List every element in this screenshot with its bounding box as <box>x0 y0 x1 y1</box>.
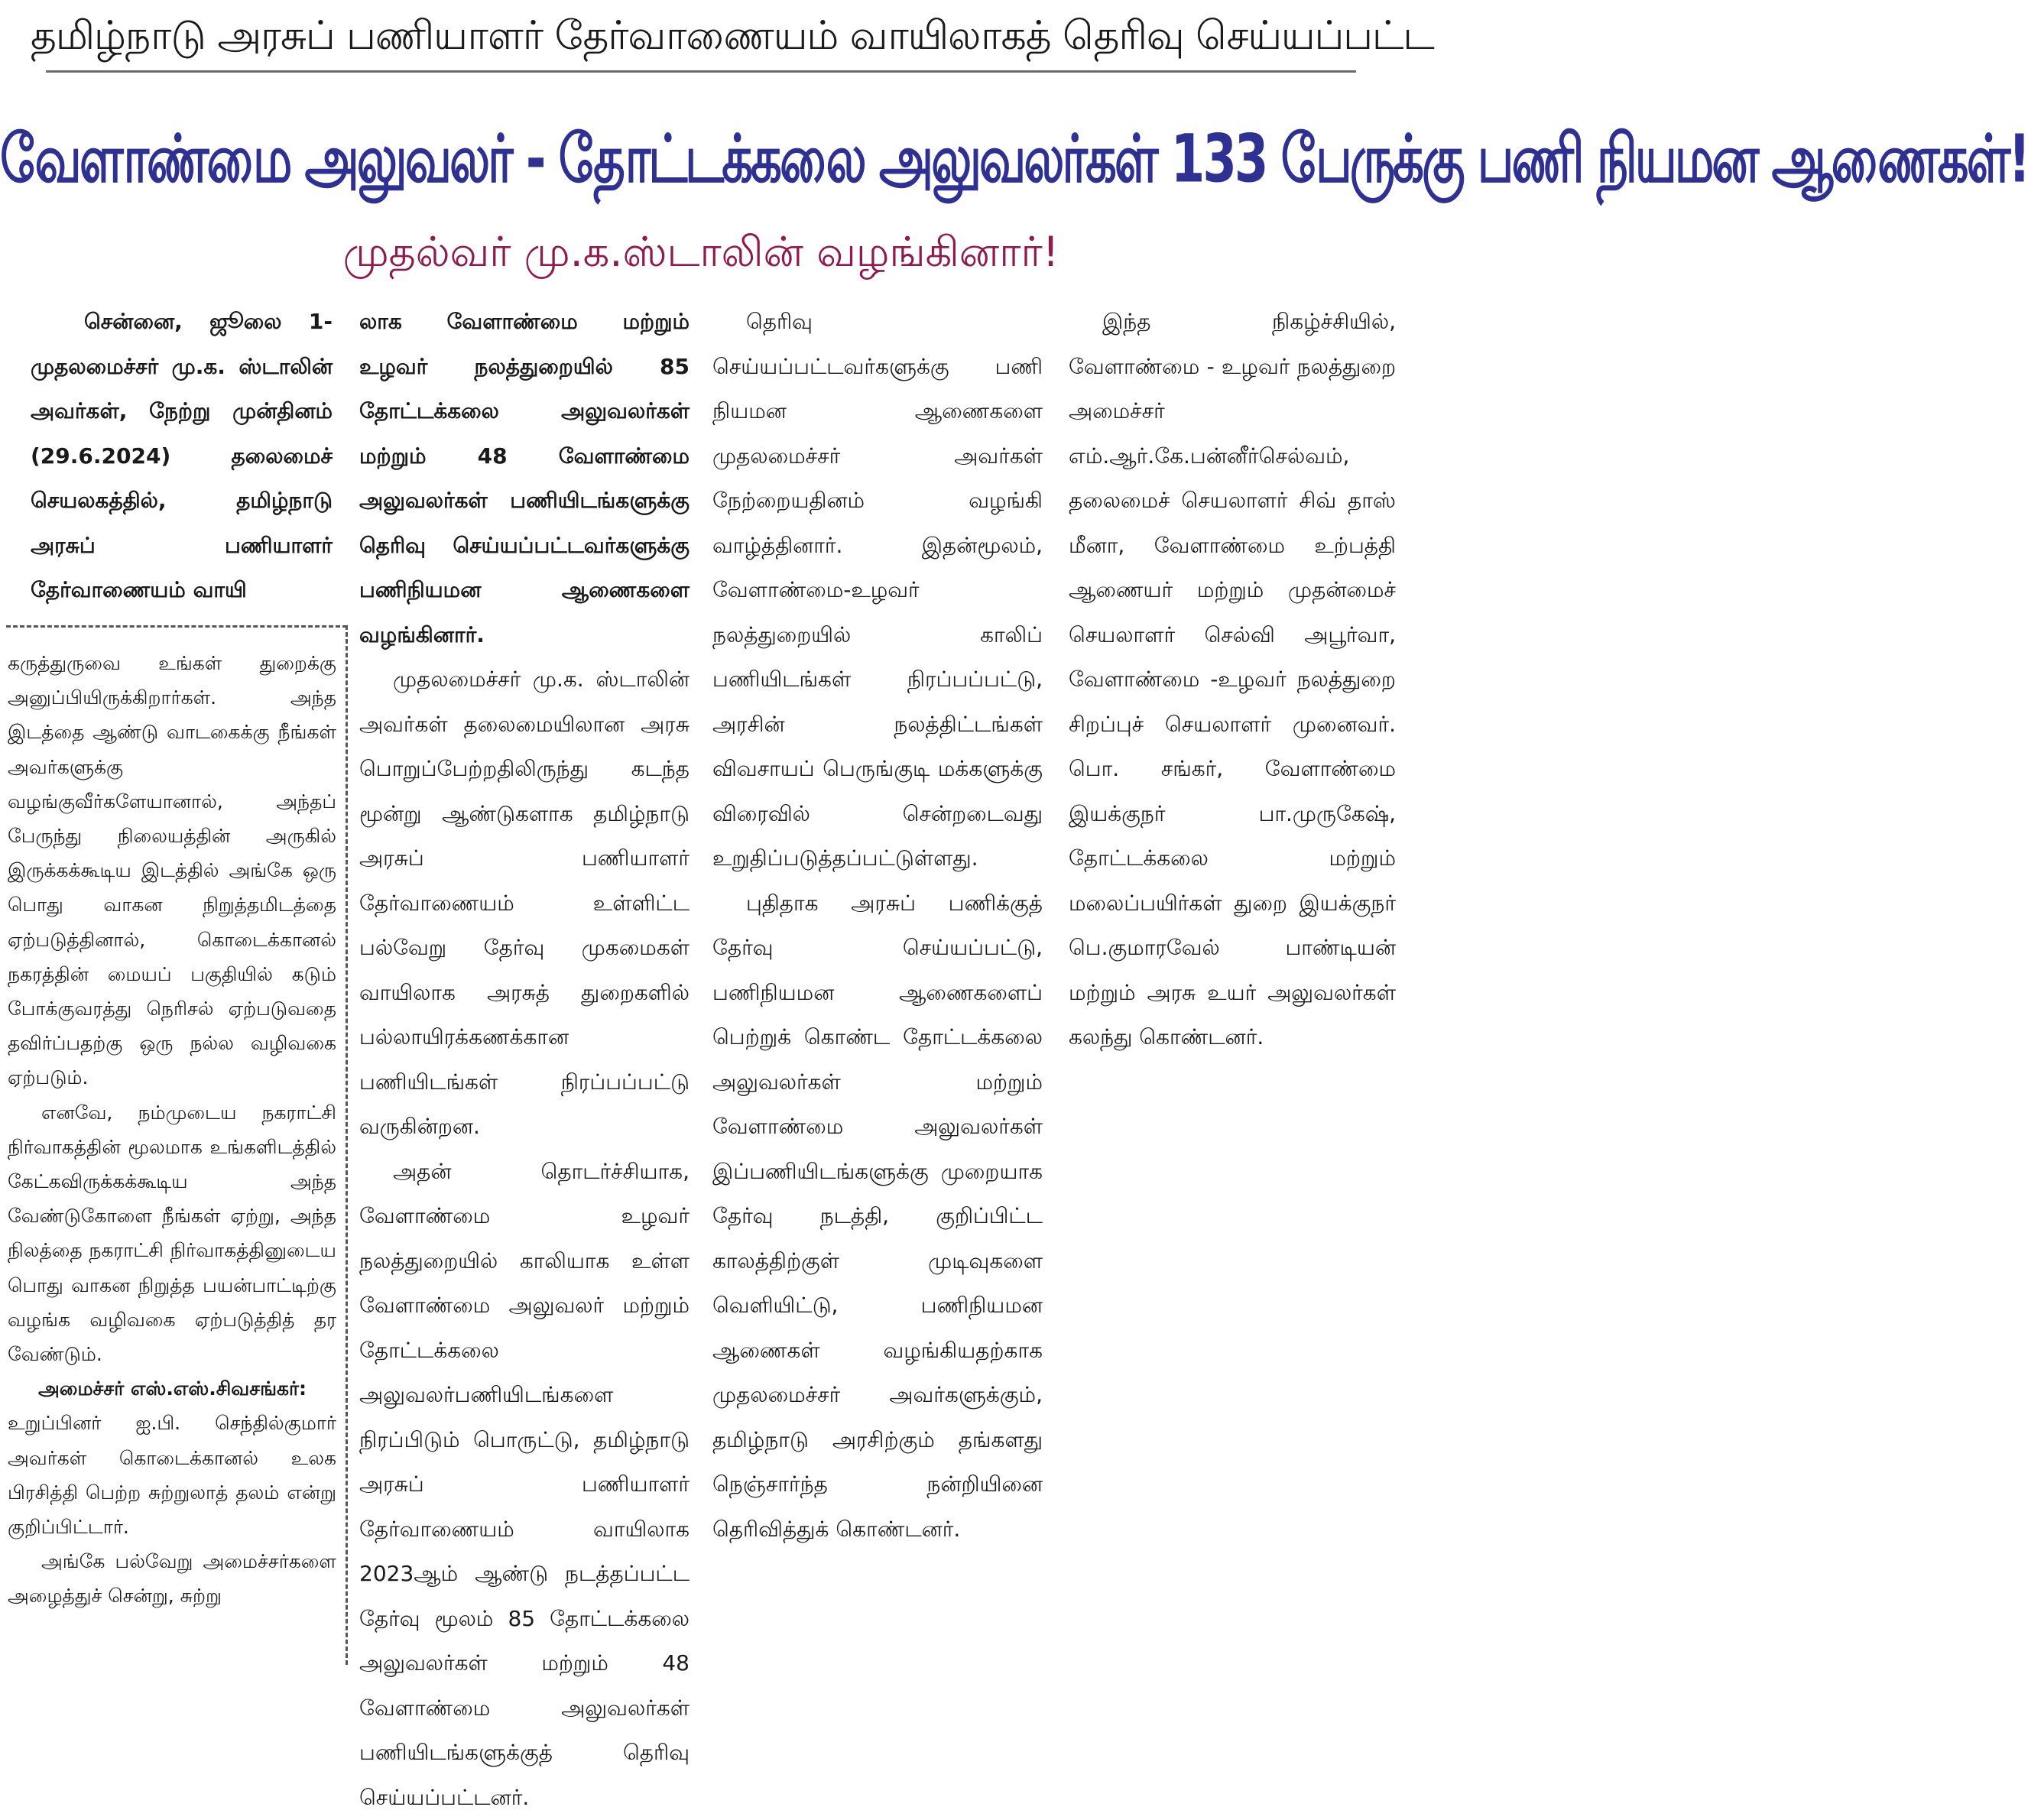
side-story-paragraph: உறுப்பினர் ஐ.பி. செந்தில்குமார் அவர்கள் கொடைக்கானல் உலக பிரசித்தி பெற்ற சுற்றுலாத் தலம் என்று குறிப்பிட்டார். <box>8 1406 336 1544</box>
body-paragraph: இந்த நிகழ்ச்சியில், வேளாண்மை - உழவர் நலத்துறை அமைச்சர் எம்.ஆர்.கே.பன்னீர்செல்வம், தலைமைச் செயலாளர் சிவ் தாஸ் மீனா, வேளாண்மை உற்பத்தி ஆணையர் மற்றும் முதன்மைச் செயலாளர் செல்வி அபூர்வா, வேளாண்மை -உழவர் நலத்துறை சிறப்புச் செயலாளர் முனைவர். பொ. சங்கர், வேளாண்மை இயக்குநர் பா.முருகேஷ், தோட்டக்கலை மற்றும் மலைப்பயிர்கள் துறை இயக்குநர் பெ.குமாரவேல் பாண்டியன் மற்றும் அரசு உயர் அலுவலர்கள் கலந்து கொண்டனர். <box>1069 300 1396 1060</box>
side-story-paragraph: அங்கே பல்வேறு அமைச்சர்களை அழைத்துச் சென்று, சுற்று <box>8 1544 336 1613</box>
body-paragraph: முதலமைச்சர் மு.க. ஸ்டாலின் அவர்கள் தலைமையிலான அரசு பொறுப்பேற்றதிலிருந்து கடந்த மூன்று ஆண்டுகளாக தமிழ்நாடு அரசுப் பணியாளர் தேர்வாணையம் உள்ளிட்ட பல்வேறு தேர்வு முகமைகள் வாயிலாக அரசுத் துறைகளில் பல்லாயிரக்கணக்கான பணியிடங்கள் நிரப்பப்பட்டு வருகின்றன. <box>359 657 690 1150</box>
body-column <box>1069 300 1396 1665</box>
side-story <box>8 646 336 1663</box>
body-paragraph: தெரிவு செய்யப்பட்டவர்களுக்கு பணி நியமன ஆணைகளை முதலமைச்சர் அவர்கள் நேற்றையதினம் வழங்கி வாழ்த்தினார். இதன்மூலம், வேளாண்மை-உழவர் நலத்துறையில் காலிப் பணியிடங்கள் நிரப்பப்பட்டு, அரசின் நலத்திட்டங்கள் விவசாயப் பெருங்குடி மக்களுக்கு விரைவில் சென்றடைவது உறுதிப்படுத்தப்பட்டுள்ளது. <box>712 300 1043 881</box>
body-column <box>359 300 690 1665</box>
kicker: தமிழ்நாடு அரசுப் பணியாளர் தேர்வாணையம் வாயிலாகத் தெரிவு செய்யப்பட்ட <box>31 11 1371 61</box>
lead-paragraph <box>31 300 333 621</box>
body-paragraph: அதன் தொடர்ச்சியாக, வேளாண்மை உழவர் நலத்துறையில் காலியாக உள்ள வேளாண்மை அலுவலர் மற்றும் தோட்டக்கலை அலுவலர்பணியிடங்களை நிரப்பிடும் பொருட்டு, தமிழ்நாடு அரசுப் பணியாளர் தேர்வாணையம் வாயிலாக 2023ஆம் ஆண்டு நடத்தப்பட்ட தேர்வு மூலம் 85 தோட்டக்கலை அலுவலர்கள் மற்றும் 48 வேளாண்மை அலுவலர்கள் பணியிடங்களுக்குத் தெரிவு செய்யப்பட்டனர். <box>359 1150 690 1820</box>
side-story-divider-horizontal <box>6 625 347 628</box>
body-lead-continuation: லாக வேளாண்மை மற்றும் உழவர் நலத்துறையில் 85 தோட்டக்கலை அலுவலர்கள் மற்றும் 48 வேளாண்மை அலுவலர்கள் பணியிடங்களுக்கு தெரிவு செய்யப்பட்டவர்களுக்கு பணிநியமன ஆணைகளை வழங்கினார். <box>359 300 690 657</box>
subheadline: முதல்வர் மு.க.ஸ்டாலின் வழங்கினார்! <box>0 222 1402 283</box>
side-story-paragraph: கருத்துருவை உங்கள் துறைக்கு அனுப்பியிருக்கிறார்கள். அந்த இடத்தை ஆண்டு வாடகைக்கு நீங்கள் அவர்களுக்கு வழங்குவீர்களேயானால், அந்தப் பேருந்து நிலையத்தின் அருகில் இருக்கக்கூடிய இடத்தில் அங்கே ஒரு பொது வாகன நிறுத்தமிடத்தை ஏற்படுத்தினால், கொடைக்கானல் நகரத்தின் மையப் பகுதியில் கடும் போக்குவரத்து நெரிசல் ஏற்படுவதை தவிர்ப்பதற்கு ஒரு நல்ல வழிவகை ஏற்படும். <box>8 646 336 1095</box>
side-story-divider-vertical <box>346 625 348 1665</box>
kicker-rule <box>46 70 1356 73</box>
body-paragraph: புதிதாக அரசுப் பணிக்குத் தேர்வு செய்யப்பட்டு, பணிநியமன ஆணைகளைப் பெற்றுக் கொண்ட தோட்டக்கலை அலுவலர்கள் மற்றும் வேளாண்மை அலுவலர்கள் இப்பணியிடங்களுக்கு முறையாக தேர்வு நடத்தி, குறிப்பிட்ட காலத்திற்குள் முடிவுகளை வெளியிட்டு, பணிநியமன ஆணைகள் வழங்கியதற்காக முதலமைச்சர் அவர்களுக்கும், தமிழ்நாடு அரசிற்கும் தங்களது நெஞ்சார்ந்த நன்றியினை தெரிவித்துக் கொண்டனர். <box>712 881 1043 1552</box>
dateline: சென்னை, ஜூலை 1- <box>31 309 333 334</box>
body-column <box>712 300 1043 1665</box>
minister-heading: அமைச்சர் எஸ்.எஸ்.சிவசங்கர்: <box>8 1371 336 1406</box>
side-story-paragraph: எனவே, நம்முடைய நகராட்சி நிர்வாகத்தின் மூலமாக உங்களிடத்தில் கேட்கவிருக்கக்கூடிய அந்த வேண்டுகோளை நீங்கள் ஏற்று, அந்த நிலத்தை நகராட்சி நிர்வாகத்தினுடைய பொது வாகன நிறுத்த பயன்பாட்டிற்கு வழங்க வழிவகை ஏற்படுத்தித் தர வேண்டும். <box>8 1095 336 1372</box>
headline: வேளாண்மை அலுவலர் - தோட்டக்கலை அலுவலர்கள் 133 பேருக்கு பணி நியமன ஆணைகள்! <box>0 83 1402 238</box>
lead-text: முதலமைச்சர் மு.க. ஸ்டாலின் அவர்கள், நேற்று முன்தினம் (29.6.2024) தலைமைச் செயலகத்தில், தமிழ்நாடு அரசுப் பணியாளர் தேர்வாணையம் வாயி <box>31 354 333 603</box>
